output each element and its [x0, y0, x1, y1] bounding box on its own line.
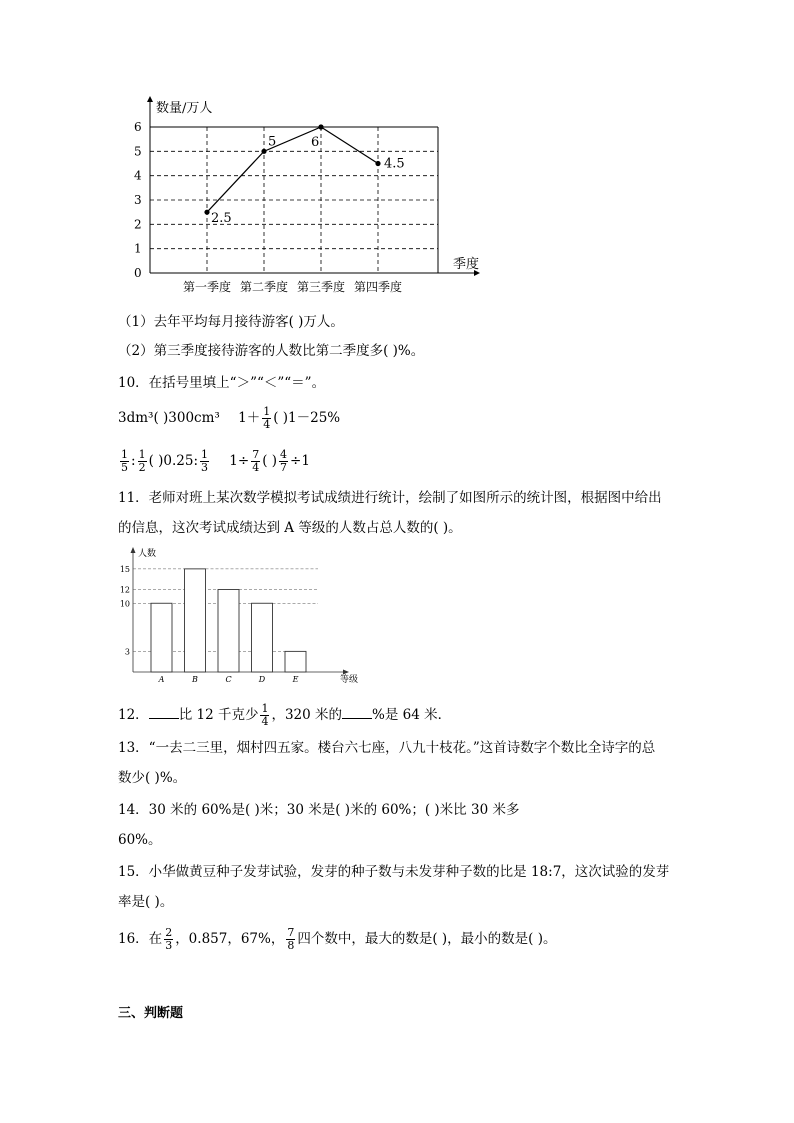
y-tick-label: 5 [134, 144, 142, 159]
data-label: 4.5 [384, 156, 405, 172]
y-tick-label: 0 [134, 266, 142, 280]
q10-row2-b-post: ÷1 [290, 453, 310, 469]
fraction-den: 4 [263, 418, 271, 431]
fraction [138, 449, 147, 474]
fraction-num: 1 [121, 448, 128, 461]
fraction-num: 1 [138, 448, 146, 461]
q10-row2 [118, 449, 310, 474]
fraction-num: 1 [201, 448, 208, 461]
y-tick-label: 15 [119, 564, 130, 574]
data-point [204, 210, 209, 215]
y-tick-label: 4 [134, 168, 142, 183]
q16-text3: 四个数中，最大的数是( )，最小的数是( )。 [297, 931, 557, 947]
data-label: 2.5 [211, 211, 232, 227]
fraction [260, 703, 269, 728]
q10-row2-b-mid: ( ) [262, 453, 278, 469]
y-axis-arrow [131, 547, 136, 553]
q10-row2-a-mid: ( )0.25: [148, 453, 198, 469]
fraction-den: 8 [287, 939, 295, 952]
x-category-label: C [225, 675, 232, 684]
bar [218, 590, 239, 673]
fraction [262, 406, 271, 431]
q14-line2: 60%。 [118, 832, 162, 848]
fraction-den: 4 [261, 715, 269, 728]
q12 [118, 703, 451, 728]
fraction-den: 3 [165, 939, 173, 952]
series-line [207, 127, 378, 212]
bar [185, 569, 206, 672]
y-tick-label: 2 [134, 217, 142, 232]
q16-text: 16．在 [118, 931, 163, 947]
fraction-num: 4 [280, 448, 288, 461]
q12-text2: ，320 米的 [271, 707, 343, 723]
y-tick-label: 1 [134, 241, 142, 256]
fraction-den: 7 [280, 461, 288, 474]
q14-line1: 14．30 米的 60%是( )米；30 米是( )米的 60%；( )米比 30 米多 [118, 802, 520, 818]
q15-line1: 15．小华做黄豆种子发芽试验，发芽的种子数与未发芽种子数的比是 18:7，这次试验的发芽 [118, 864, 670, 880]
fraction-num: 7 [287, 926, 295, 939]
x-axis-arrow [343, 670, 349, 675]
fraction [164, 927, 173, 952]
x-category-label: 第四季度 [353, 280, 403, 294]
fraction-num: 7 [252, 448, 260, 461]
data-point [261, 149, 266, 154]
bar [151, 603, 172, 672]
fraction [286, 927, 295, 952]
y-tick-label: 6 [134, 120, 142, 134]
fraction-num: 1 [261, 702, 269, 715]
q15-line2: 率是( )。 [118, 894, 174, 910]
q11-line1: 11．老师对班上某次数学模拟考试成绩进行统计，绘制了如图所示的统计图，根据图中给出 [118, 490, 662, 506]
q10-row2-b-pre: 1÷ [229, 453, 250, 469]
fraction [279, 449, 288, 474]
fraction [251, 449, 260, 474]
q9-part2: （2）第三季度接待游客的人数比第二季度多( )%。 [118, 343, 425, 359]
q10-row1-a: 3dm³( )300cm³ [118, 410, 220, 426]
q10-row1-b-pre: 1＋ [238, 410, 261, 426]
colon: : [131, 453, 136, 469]
x-category-label: 第一季度 [182, 280, 232, 294]
fraction-den: 3 [201, 461, 208, 474]
q12-text: 比 12 千克少 [178, 707, 259, 723]
fraction [200, 449, 209, 474]
q11-line2: 的信息，这次考试成绩达到 A 等级的人数占总人数的( )。 [118, 520, 462, 536]
fraction [120, 449, 129, 474]
bar-chart-xlabel: 等级 [340, 675, 359, 685]
y-tick-label: 12 [119, 585, 130, 595]
line-chart-ylabel: 数量/万人 [156, 101, 213, 116]
x-category-label: A [158, 675, 165, 684]
bar-chart-ylabel: 人数 [138, 549, 157, 559]
x-category-label: 第二季度 [239, 280, 289, 294]
fraction-den: 2 [138, 461, 146, 474]
q16 [118, 927, 557, 952]
bar [285, 651, 306, 672]
fraction-num: 2 [165, 926, 173, 939]
y-axis-arrow [147, 96, 153, 102]
y-tick-label: 3 [124, 647, 130, 657]
data-point [375, 161, 380, 166]
line-chart [118, 92, 498, 297]
data-label: 5 [268, 134, 277, 150]
q9-part1: （1）去年平均每月接待游客( )万人。 [118, 314, 344, 330]
x-category-label: E [292, 675, 299, 684]
q12-num: 12． [118, 707, 149, 723]
q13-line2: 数少( )%。 [118, 770, 187, 786]
fraction-den: 5 [121, 461, 128, 474]
line-chart-xlabel: 季度 [453, 257, 480, 272]
fraction-den: 4 [252, 461, 260, 474]
q16-text2: ，0.857，67%， [175, 931, 285, 947]
fraction-num: 1 [263, 405, 271, 418]
data-label: 6 [311, 135, 320, 150]
x-category-label: D [258, 675, 266, 684]
q12-text3: %是 64 米． [372, 707, 452, 723]
q10-row1-b-post: ( )1－25% [273, 410, 341, 426]
bar-chart [118, 544, 368, 689]
y-tick-label: 10 [119, 599, 130, 609]
x-category-label: 第三季度 [296, 280, 346, 294]
answer-blank[interactable] [342, 706, 372, 719]
y-tick-label: 3 [134, 193, 142, 207]
bar [252, 603, 273, 672]
answer-blank[interactable] [149, 706, 179, 719]
data-point [318, 124, 323, 129]
q13-line1: 13．“一去二三里，烟村四五家。楼台六七座，八九十枝花。”这首诗数字个数比全诗字的总 [118, 740, 656, 756]
section-title: 三、判断题 [118, 1006, 184, 1021]
q10-title: 10．在括号里填上“＞”“＜”“＝”。 [118, 375, 326, 391]
q10-row1 [118, 406, 340, 431]
x-category-label: B [192, 675, 198, 684]
